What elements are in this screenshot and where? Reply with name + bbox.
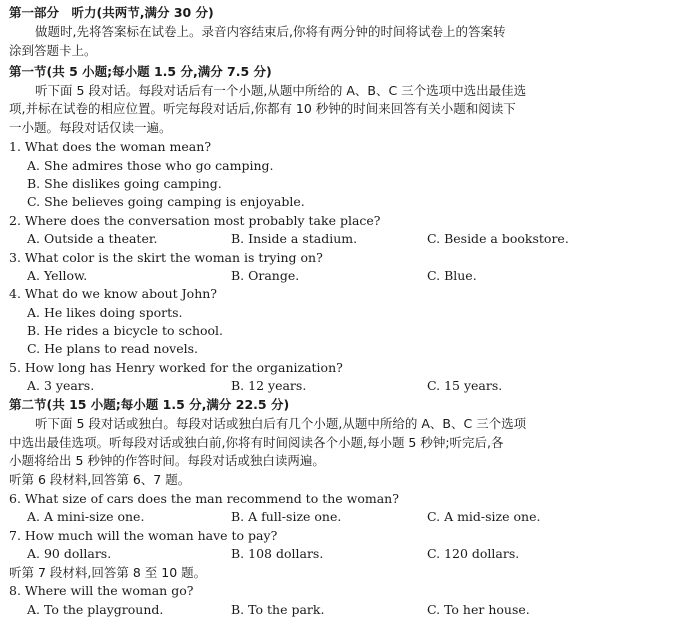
- question-8-stem-row: [0, 582, 677, 600]
- question-2-option-c: C. Beside a bookstore.: [427, 231, 569, 246]
- question-5-option-a: A. 3 years.: [27, 378, 95, 393]
- question-3-option-c: C. Blue.: [427, 268, 477, 283]
- question-6-option-b: B. A full-size one.: [231, 509, 342, 524]
- question-5-option-c: C. 15 years.: [427, 378, 503, 393]
- question-4-option-c: C. He plans to read novels.: [27, 341, 198, 356]
- section2-heading: 第二节(共 15 小题;每小题 1.5 分,满分 22.5 分): [9, 397, 290, 412]
- section2-heading-row: [0, 396, 677, 414]
- question-1-stem: 1. What does the woman mean?: [9, 139, 212, 154]
- part1-heading-row: [0, 4, 677, 22]
- question-7-options-row: [0, 545, 677, 563]
- part1-intro-line-1: 做题时,先将答案标在试卷上。录音内容结束后,你将有两分钟的时间将试卷上的答案转: [35, 24, 506, 39]
- question-3-option-b: B. Orange.: [231, 268, 300, 283]
- section1-heading: 第一节(共 5 小题;每小题 1.5 分,满分 7.5 分): [9, 64, 272, 79]
- question-4-stem: 4. What do we know about John?: [9, 286, 218, 301]
- question-2-option-a: A. Outside a theater.: [27, 231, 158, 246]
- question-6-stem-row: [0, 490, 677, 508]
- section2-directions-row-2: [0, 434, 677, 452]
- material-6-instruction: 听第 6 段材料,回答第 6、7 题。: [9, 472, 191, 487]
- question-1-option-c: C. She believes going camping is enjoyable.: [27, 194, 305, 209]
- question-1-option-a: A. She admires those who go camping.: [27, 158, 274, 173]
- question-1-option-a-row: [0, 157, 677, 175]
- question-8-option-b: B. To the park.: [231, 602, 325, 617]
- question-5-stem: 5. How long has Henry worked for the organization?: [9, 360, 343, 375]
- question-8-options-row: [0, 601, 677, 619]
- question-7-option-b: B. 108 dollars.: [231, 546, 324, 561]
- section1-directions-line-1: 听下面 5 段对话。每段对话后有一个小题,从题中所给的 A、B、C 三个选项中选出最佳选: [35, 83, 527, 98]
- question-3-options-row: [0, 267, 677, 285]
- section2-directions-row-3: [0, 452, 677, 470]
- question-6-option-a: A. A mini-size one.: [27, 509, 145, 524]
- section1-directions-row-1: [0, 82, 677, 100]
- section2-directions-line-1: 听下面 5 段对话或独白。每段对话或独白后有几个小题,从题中所给的 A、B、C 三个选项: [35, 416, 527, 431]
- question-4-option-b: B. He rides a bicycle to school.: [27, 323, 224, 338]
- question-4-option-a-row: [0, 304, 677, 322]
- material-7-instruction: 听第 7 段材料,回答第 8 至 10 题。: [9, 565, 207, 580]
- question-5-stem-row: [0, 359, 677, 377]
- material-6-row: [0, 471, 677, 489]
- question-4-option-a: A. He likes doing sports.: [27, 305, 183, 320]
- question-6-stem: 6. What size of cars does the man recommend to the woman?: [9, 491, 399, 506]
- part1-intro-row-2: [0, 42, 677, 60]
- section1-directions-line-3: 一小题。每段对话仅读一遍。: [9, 120, 172, 135]
- question-8-option-c: C. To her house.: [427, 602, 530, 617]
- question-1-option-c-row: [0, 193, 677, 211]
- question-1-option-b-row: [0, 175, 677, 193]
- question-4-option-b-row: [0, 322, 677, 340]
- question-5-option-b: B. 12 years.: [231, 378, 307, 393]
- material-7-row: [0, 564, 677, 582]
- section1-directions-line-2: 项,并标在试卷的相应位置。听完每段对话后,你都有 10 秒钟的时间来回答有关小题和阅读下: [9, 101, 516, 116]
- question-3-stem: 3. What color is the skirt the woman is trying on?: [9, 250, 323, 265]
- question-7-stem-row: [0, 527, 677, 545]
- question-7-option-c: C. 120 dollars.: [427, 546, 520, 561]
- question-1-stem-row: [0, 138, 677, 156]
- section1-directions-row-3: [0, 119, 677, 137]
- question-6-option-c: C. A mid-size one.: [427, 509, 541, 524]
- question-2-options-row: [0, 230, 677, 248]
- part1-heading: 第一部分 听力(共两节,满分 30 分): [9, 5, 214, 20]
- question-2-stem-row: [0, 212, 677, 230]
- part1-intro-row-1: [0, 23, 677, 41]
- question-3-stem-row: [0, 249, 677, 267]
- section1-heading-row: [0, 63, 677, 81]
- question-2-stem: 2. Where does the conversation most probably take place?: [9, 213, 381, 228]
- question-1-option-b: B. She dislikes going camping.: [27, 176, 222, 191]
- question-3-option-a: A. Yellow.: [27, 268, 88, 283]
- part1-intro-line-2: 涂到答题卡上。: [9, 43, 97, 58]
- question-2-option-b: B. Inside a stadium.: [231, 231, 358, 246]
- question-7-stem: 7. How much will the woman have to pay?: [9, 528, 278, 543]
- section2-directions-row-1: [0, 415, 677, 433]
- section2-directions-line-2: 中选出最佳选项。听每段对话或独白前,你将有时间阅读各个小题,每小题 5 秒钟;听完后,各: [9, 435, 504, 450]
- question-8-option-a: A. To the playground.: [27, 602, 164, 617]
- question-4-stem-row: [0, 285, 677, 303]
- question-4-option-c-row: [0, 340, 677, 358]
- section1-directions-row-2: [0, 100, 677, 118]
- question-5-options-row: [0, 377, 677, 395]
- question-7-option-a: A. 90 dollars.: [27, 546, 112, 561]
- question-8-stem: 8. Where will the woman go?: [9, 583, 194, 598]
- section2-directions-line-3: 小题将给出 5 秒钟的作答时间。每段对话或独白读两遍。: [9, 453, 325, 468]
- question-6-options-row: [0, 508, 677, 526]
